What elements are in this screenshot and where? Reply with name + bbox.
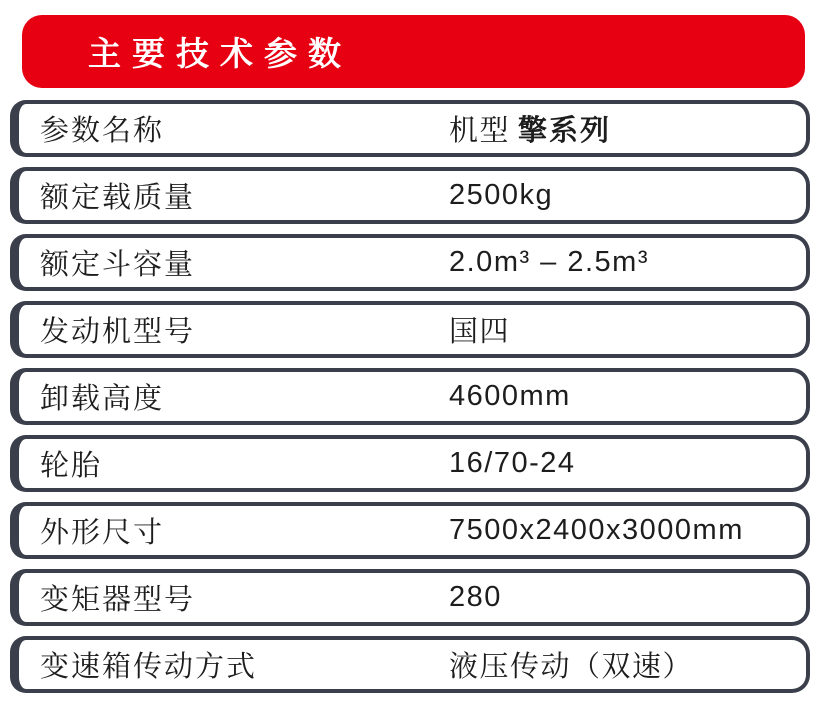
row-label: 参数名称 — [40, 115, 165, 147]
row-label: 发动机型号 — [40, 316, 196, 348]
row-label: 变矩器型号 — [40, 584, 196, 616]
table-row — [10, 100, 810, 157]
table-row — [10, 234, 810, 291]
row-value — [449, 108, 611, 149]
row-label: 变速箱传动方式 — [40, 651, 258, 683]
row-value-prefix: 机型 — [449, 115, 511, 147]
row-value: 2.0m³ – 2.5m³ — [449, 246, 649, 278]
row-label: 卸载高度 — [40, 383, 165, 415]
row-value: 国四 — [449, 316, 511, 348]
row-label: 额定载质量 — [40, 182, 196, 214]
row-label: 外形尺寸 — [40, 517, 165, 549]
page-title: 主要技术参数 — [88, 35, 352, 72]
table-row — [10, 301, 810, 358]
row-label: 轮胎 — [40, 450, 103, 482]
table-row — [10, 502, 810, 559]
table-row — [10, 167, 810, 224]
row-value: 7500x2400x3000mm — [449, 514, 744, 546]
table-row — [10, 636, 810, 693]
row-value-bold: 擎系列 — [518, 115, 612, 147]
row-value: 16/70-24 — [449, 447, 576, 479]
table-row — [10, 435, 810, 492]
row-value: 2500kg — [449, 179, 554, 211]
row-value: 液压传动（双速） — [449, 651, 694, 683]
spec-table — [10, 100, 810, 703]
row-label: 额定斗容量 — [40, 249, 196, 281]
row-value: 280 — [449, 581, 502, 613]
table-row — [10, 368, 810, 425]
row-value: 4600mm — [449, 380, 571, 412]
table-row — [10, 569, 810, 626]
header-banner — [22, 15, 805, 88]
